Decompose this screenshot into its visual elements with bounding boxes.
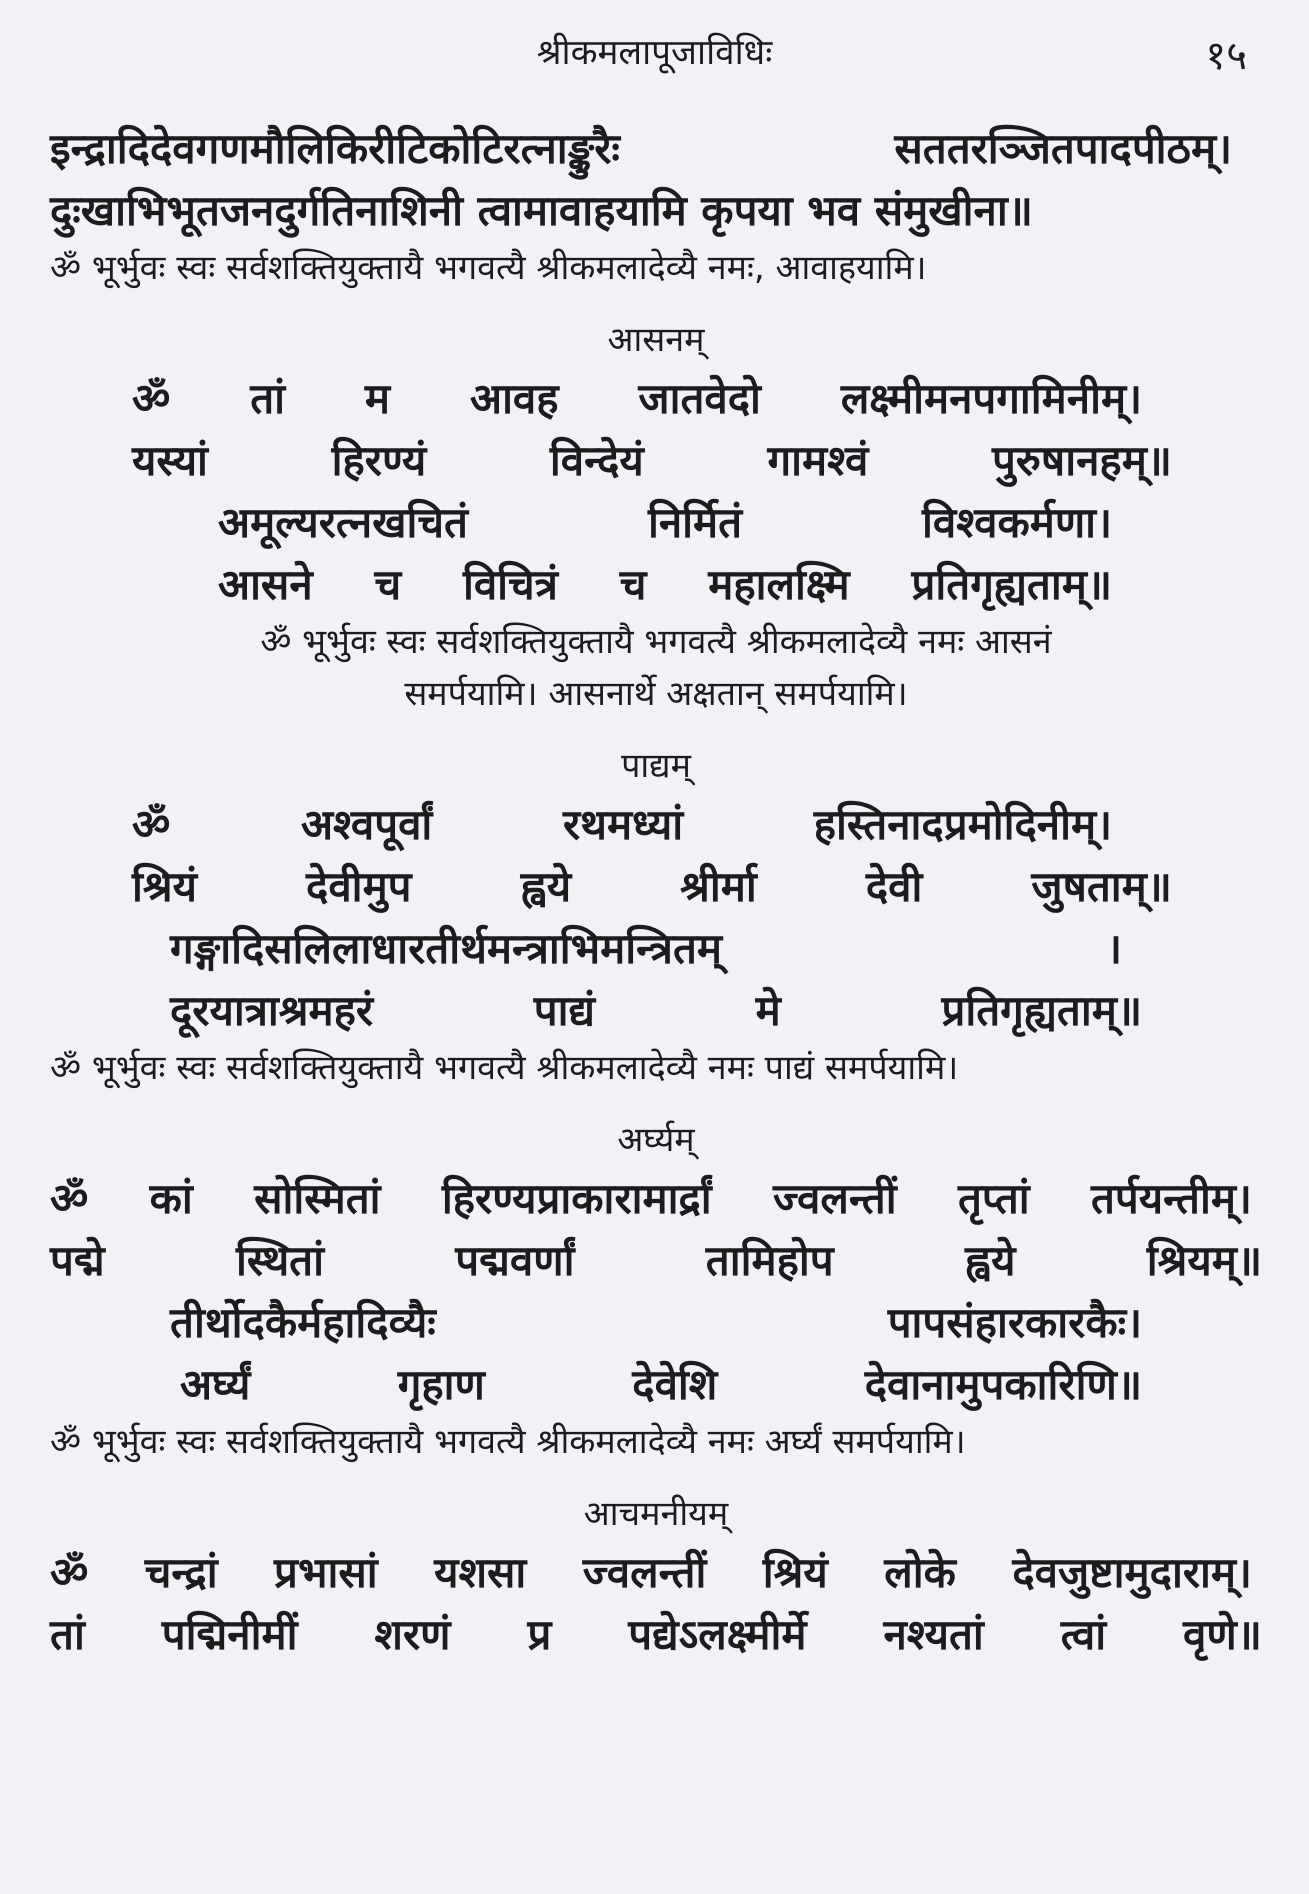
verse-word: विश्वकर्मणा। [922, 498, 1112, 547]
verse-word: च [619, 560, 647, 609]
verse-word: श्रियं [132, 862, 197, 911]
verse-word: मे [755, 986, 781, 1035]
padyam-verse-line-4 [50, 980, 1262, 1042]
page-number: १५ [1205, 33, 1247, 79]
verse-word: ज्वलन्तीं [582, 1548, 707, 1597]
verse-word: वृणे॥ [1183, 1610, 1262, 1659]
verse-word: श्रियं [762, 1548, 828, 1597]
asanam-mantra-line-1 [50, 616, 1262, 668]
padyam-verse-line-2 [50, 856, 1262, 918]
running-title: श्रीकमलापूजाविधिः [536, 33, 773, 73]
verse-word: देवेशि [632, 1360, 718, 1409]
verse-word: दूरयात्राश्रमहरं [170, 986, 374, 1035]
verse-word: ॐ [132, 374, 171, 423]
asanam-verse-line-3 [50, 492, 1262, 554]
verse-word: पद्येऽलक्ष्मीर्मे [628, 1610, 807, 1659]
intro-verse-line-2 [50, 180, 1262, 242]
verse-word: श्रीर्मा [680, 862, 757, 911]
verse-word: अश्वपूर्वां [300, 800, 433, 849]
verse-word: आवह [469, 374, 559, 423]
verse-word: ह्वये [520, 862, 572, 911]
asanam-verse-line-1 [50, 368, 1262, 430]
verse-word: पद्मवर्णां [455, 1236, 575, 1285]
verse-word: प्रतिगृह्यताम्॥ [941, 986, 1142, 1035]
verse-word: तृप्तां [957, 1174, 1030, 1223]
verse-word: विन्देयं [549, 436, 644, 485]
verse-word: लक्ष्मीमनपगामिनीम्। [840, 374, 1142, 423]
mantra-text: समर्पयामि। आसनार्थे अक्षतान् समर्पयामि। [404, 674, 908, 714]
verse-word: चन्द्रां [144, 1548, 218, 1597]
verse-word: इन्द्रादिदेवगणमौलिकिरीटिकोटिरत्नाङ्कुरैः [50, 124, 620, 173]
mantra-text: ॐ भूर्भुवः स्वः सर्वशक्तियुक्तायै भगवत्यै श्रीकमलादेव्यै नमः अर्घ्यं समर्पयामि। [50, 1422, 966, 1462]
page-body [50, 118, 1262, 1666]
section-heading-asanam: आसनम् [607, 320, 705, 360]
verse-word: ज्वलन्तीं [773, 1174, 897, 1223]
arghyam-verse-line-2 [50, 1230, 1262, 1292]
verse-word: नश्यतां [883, 1610, 984, 1659]
verse-word: तां [250, 374, 286, 423]
verse-word: जुषताम्॥ [1031, 862, 1172, 911]
verse-text: दुःखाभिभूतजनदुर्गतिनाशिनी त्वामावाहयामि कृपया भव संमुखीना॥ [50, 186, 1033, 235]
verse-word: लोके [884, 1548, 956, 1597]
verse-word: पद्मिनीमीं [161, 1610, 298, 1659]
verse-word: जातवेदो [638, 374, 761, 423]
padyam-mantra [50, 1042, 1262, 1094]
verse-word: ॐ [50, 1548, 89, 1597]
verse-word: तां [50, 1610, 85, 1659]
verse-word: गृहाण [397, 1360, 485, 1409]
page-header [0, 22, 1309, 86]
verse-word: । [1106, 924, 1122, 973]
mantra-text: ॐ भूर्भुवः स्वः सर्वशक्तियुक्तायै भगवत्यै श्रीकमलादेव्यै नमः, आवाहयामि। [50, 248, 927, 288]
verse-word: म [364, 374, 391, 423]
verse-word: महालक्ष्मि [708, 560, 850, 609]
section-heading-achamaniyam: आचमनीयम् [583, 1494, 729, 1534]
verse-word: तीर्थोदकैर्महादिव्यैः [170, 1298, 436, 1347]
verse-word: शरणं [374, 1610, 451, 1659]
verse-word: गङ्गादिसलिलाधारतीर्थमन्त्राभिमन्त्रितम् [170, 924, 723, 973]
verse-word: त्वां [1060, 1610, 1107, 1659]
verse-word: देवीमुप [306, 862, 412, 911]
verse-word: देवी [865, 862, 923, 911]
verse-word: प्र [527, 1610, 552, 1659]
verse-word: प्रभासां [274, 1548, 378, 1597]
arghyam-verse-line-3 [50, 1292, 1262, 1354]
arghyam-verse-line-1 [50, 1168, 1262, 1230]
section-heading-arghyam: अर्घ्यम् [617, 1120, 695, 1160]
verse-word: आसने [218, 560, 313, 609]
verse-word: देवानामुपकारिणि॥ [864, 1360, 1142, 1409]
verse-word: विचित्रं [462, 560, 558, 609]
asanam-verse-line-2 [50, 430, 1262, 492]
arghyam-verse-line-4 [50, 1354, 1262, 1416]
verse-word: देवजुष्टामुदाराम्। [1012, 1548, 1252, 1597]
verse-word: निर्मितं [647, 498, 743, 547]
verse-word: यशसा [434, 1548, 527, 1597]
achamaniyam-verse-line-1 [50, 1542, 1262, 1604]
verse-word: गामश्वं [767, 436, 869, 485]
verse-word: पुरुषानहम्॥ [991, 436, 1172, 485]
arghyam-mantra [50, 1416, 1262, 1468]
verse-word: हस्तिनादप्रमोदिनीम्। [813, 800, 1112, 849]
verse-word: रथमध्यां [562, 800, 684, 849]
verse-word: हिरण्यं [331, 436, 427, 485]
verse-word: तामिहोप [705, 1236, 834, 1285]
mantra-text: ॐ भूर्भुवः स्वः सर्वशक्तियुक्तायै भगवत्यै श्रीकमलादेव्यै नमः आसनं [260, 622, 1052, 662]
verse-word: अमूल्यरत्नखचितं [218, 498, 468, 547]
verse-word: ॐ [132, 800, 171, 849]
verse-word: तर्पयन्तीम्। [1090, 1174, 1252, 1223]
padyam-verse-line-1 [50, 794, 1262, 856]
achamaniyam-verse-line-2 [50, 1604, 1262, 1666]
verse-word: प्रतिगृह्यताम्॥ [911, 560, 1112, 609]
verse-word: श्रियम्॥ [1146, 1236, 1262, 1285]
intro-verse-line-1 [50, 118, 1262, 180]
verse-word: ॐ [50, 1174, 89, 1223]
verse-word: स्थितां [235, 1236, 324, 1285]
verse-word: पाद्यं [533, 986, 595, 1035]
verse-word: हिरण्यप्राकारामार्द्रां [441, 1174, 712, 1223]
verse-word: सततरञ्जितपादपीठम्। [894, 124, 1232, 173]
section-heading-padyam: पाद्यम् [621, 746, 691, 786]
verse-word: ह्वये [964, 1236, 1016, 1285]
intro-mantra [50, 242, 1262, 294]
verse-word: कां [149, 1174, 193, 1223]
asanam-mantra-line-2 [50, 668, 1262, 720]
verse-word: यस्यां [132, 436, 208, 485]
verse-word: सोस्मितां [254, 1174, 381, 1223]
mantra-text: ॐ भूर्भुवः स्वः सर्वशक्तियुक्तायै भगवत्यै श्रीकमलादेव्यै नमः पाद्यं समर्पयामि। [50, 1048, 959, 1088]
verse-word: च [374, 560, 402, 609]
padyam-verse-line-3 [50, 918, 1262, 980]
verse-word: पद्मे [50, 1236, 105, 1285]
verse-word: पापसंहारकारकैः। [887, 1298, 1142, 1347]
asanam-verse-line-4 [50, 554, 1262, 616]
verse-word: अर्घ्यं [180, 1360, 251, 1409]
